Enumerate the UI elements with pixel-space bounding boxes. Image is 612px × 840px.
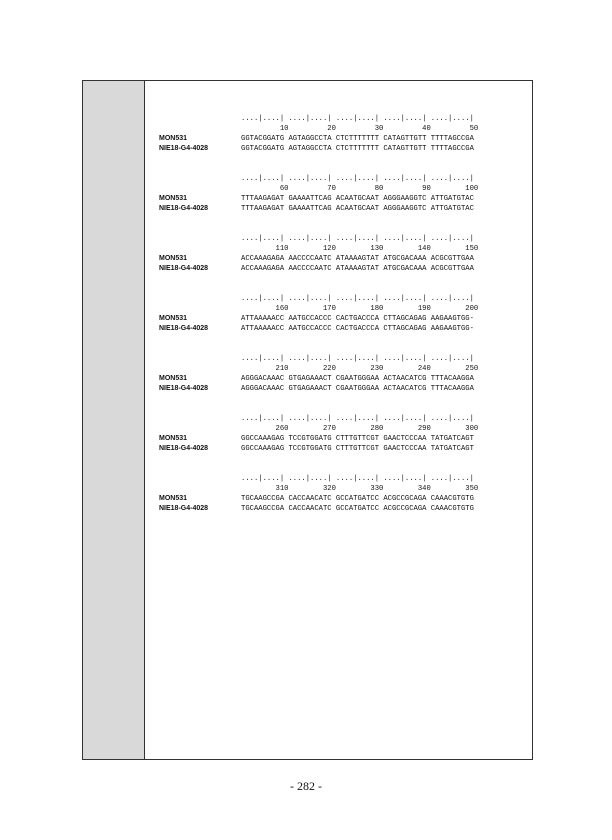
sequence-row: [159, 264, 522, 274]
sequence-name: NIE18-G4-4028: [159, 205, 209, 212]
sequence-name: NIE18-G4-4028: [159, 265, 209, 272]
sequence-name: NIE18-G4-4028: [159, 445, 209, 452]
sequence-alignment: [159, 114, 522, 534]
sequence-row: [159, 254, 522, 264]
position-numbers: 160 170 180 190 200: [241, 305, 479, 313]
sequence-row: [159, 204, 522, 214]
sequence-text: TTTAAGAGAT GAAAATTCAG ACAATGCAAT AGGGAAGGTC ATTGATGTAC: [241, 195, 474, 203]
alignment-block: [159, 294, 522, 354]
sequence-row: [159, 134, 522, 144]
sequence-row: [159, 444, 522, 454]
sequence-text: TGCAAGCCGA CACCAACATC GCCATGATCC ACGCCGCAGA CAAACGTGTG: [241, 505, 474, 513]
ruler-ticks: ....|....| ....|....| ....|....| ....|....| ....|....|: [241, 415, 474, 423]
page-number: - 282 -: [290, 779, 322, 793]
document-frame: [82, 80, 533, 760]
sequence-row: [159, 434, 522, 444]
sequence-text: AGGGACAAAC GTGAGAAACT CGAATGGGAA ACTAACATCG TTTACAAGGA: [241, 385, 474, 393]
sequence-row: [159, 194, 522, 204]
position-numbers: 310 320 330 340 350: [241, 485, 479, 493]
sequence-name: NIE18-G4-4028: [159, 325, 209, 332]
ruler-ticks: ....|....| ....|....| ....|....| ....|....| ....|....|: [241, 475, 474, 483]
sequence-row: [159, 494, 522, 504]
ruler-ticks: ....|....| ....|....| ....|....| ....|....| ....|....|: [241, 355, 474, 363]
sequence-text: GGTACGGATG AGTAGGCCTA CTCTTTTTTT CATAGTTGTT TTTTAGCCGA: [241, 145, 474, 153]
sequence-name: MON531: [159, 135, 188, 142]
position-numbers: 110 120 130 140 150: [241, 245, 479, 253]
sequence-text: ATTAAAAACC AATGCCACCC CACTGACCCA CTTAGCAGAG AAGAAGTGG-: [241, 315, 474, 323]
position-numbers: 260 270 280 290 300: [241, 425, 479, 433]
sequence-text: GGCCAAAGAG TCCGTGGATG CTTTGTTCGT GAACTCCCAA TATGATCAGT: [241, 435, 474, 443]
sequence-name: MON531: [159, 315, 188, 322]
sequence-text: TTTAAGAGAT GAAAATTCAG ACAATGCAAT AGGGAAGGTC ATTGATGTAC: [241, 205, 474, 213]
sequence-text: ACCAAAGAGA AACCCCAATC ATAAAAGTAT ATGCGACAAA ACGCGTTGAA: [241, 265, 474, 273]
ruler-ticks: ....|....| ....|....| ....|....| ....|....| ....|....|: [241, 235, 474, 243]
alignment-block: [159, 174, 522, 234]
sequence-row: [159, 314, 522, 324]
sequence-name: NIE18-G4-4028: [159, 385, 209, 392]
sequence-name: NIE18-G4-4028: [159, 505, 209, 512]
ruler-ticks: ....|....| ....|....| ....|....| ....|....| ....|....|: [241, 295, 474, 303]
position-numbers: 210 220 230 240 250: [241, 365, 479, 373]
alignment-block: [159, 354, 522, 414]
sequence-text: AGGGACAAAC GTGAGAAACT CGAATGGGAA ACTAACATCG TTTACAAGGA: [241, 375, 474, 383]
sequence-text: GGTACGGATG AGTAGGCCTA CTCTTTTTTT CATAGTTGTT TTTTAGCCGA: [241, 135, 474, 143]
left-gray-column: [83, 81, 145, 759]
sequence-row: [159, 374, 522, 384]
sequence-name: MON531: [159, 195, 188, 202]
sequence-name: MON531: [159, 375, 188, 382]
ruler-ticks: ....|....| ....|....| ....|....| ....|....| ....|....|: [241, 115, 474, 123]
ruler-ticks: ....|....| ....|....| ....|....| ....|....| ....|....|: [241, 175, 474, 183]
sequence-text: ATTAAAAACC AATGCCACCC CACTGACCCA CTTAGCAGAG AAGAAGTGG-: [241, 325, 474, 333]
sequence-name: MON531: [159, 255, 188, 262]
sequence-name: MON531: [159, 495, 188, 502]
alignment-block: [159, 414, 522, 474]
sequence-text: TGCAAGCCGA CACCAACATC GCCATGATCC ACGCCGCAGA CAAACGTGTG: [241, 495, 474, 503]
alignment-block: [159, 234, 522, 294]
position-numbers: 60 70 80 90 100: [241, 185, 479, 193]
sequence-name: MON531: [159, 435, 188, 442]
position-numbers: 10 20 30 40 50: [241, 125, 479, 133]
sequence-text: ACCAAAGAGA AACCCCAATC ATAAAAGTAT ATGCGACAAA ACGCGTTGAA: [241, 255, 474, 263]
sequence-row: [159, 384, 522, 394]
sequence-row: [159, 324, 522, 334]
sequence-row: [159, 144, 522, 154]
alignment-block: [159, 474, 522, 534]
alignment-block: [159, 114, 522, 174]
sequence-text: GGCCAAAGAG TCCGTGGATG CTTTGTTCGT GAACTCCCAA TATGATCAGT: [241, 445, 474, 453]
sequence-row: [159, 504, 522, 514]
sequence-name: NIE18-G4-4028: [159, 145, 209, 152]
